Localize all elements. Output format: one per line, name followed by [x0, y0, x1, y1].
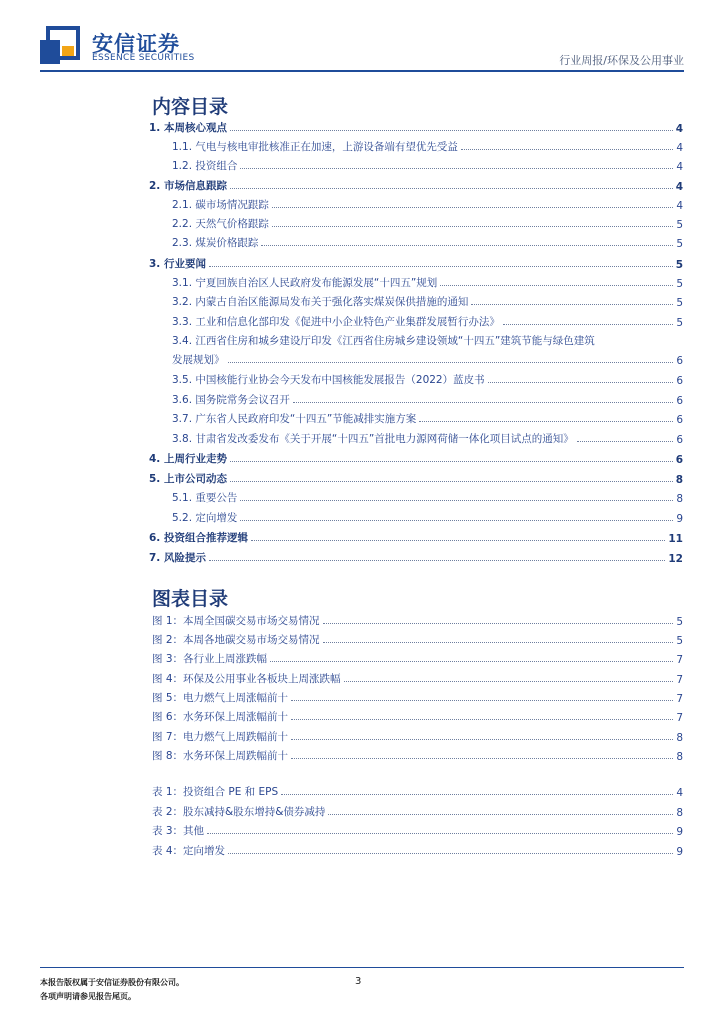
figure-entry[interactable]: 图 5：电力燃气上周涨幅前十 7: [152, 692, 683, 705]
figure-entry[interactable]: 图 1：本周全国碳交易市场交易情况 5: [152, 615, 683, 628]
figure-entry[interactable]: 图 3：各行业上周涨跌幅 7: [152, 653, 683, 666]
table-entry[interactable]: 表 4：定向增发 9: [152, 845, 683, 858]
table-entry[interactable]: 表 3：其他 9: [152, 825, 683, 838]
report-type: 行业周报/环保及公用事业: [559, 54, 684, 67]
toc-entry[interactable]: 2. 市场信息跟踪 4: [149, 180, 683, 193]
figure-entry[interactable]: 图 7：电力燃气上周跌幅前十 8: [152, 731, 683, 744]
toc-entry[interactable]: 3.7. 广东省人民政府印发“十四五”节能减排实施方案 6: [172, 413, 683, 426]
toc-entry[interactable]: 5.1. 重要公告 8: [172, 492, 683, 505]
toc-entry[interactable]: 5.2. 定向增发 9: [172, 512, 683, 525]
toc-entry[interactable]: 发展规划》 6: [172, 354, 683, 367]
figure-entry[interactable]: 图 6：水务环保上周涨幅前十 7: [152, 711, 683, 724]
toc-entry[interactable]: 1.2. 投资组合 4: [172, 160, 683, 173]
footer-notice: [40, 976, 184, 1004]
toc-entry[interactable]: 2.1. 碳市场情况跟踪 4: [172, 199, 683, 212]
figure-entry[interactable]: 图 4：环保及公用事业各板块上周涨跌幅 7: [152, 673, 683, 686]
brand-name-en: ESSENCE SECURITIES: [92, 53, 195, 63]
footer-divider: [40, 967, 684, 968]
toc-entry[interactable]: 3.6. 国务院常务会议召开 6: [172, 394, 683, 407]
toc-entry[interactable]: 3. 行业要闻 5: [149, 258, 683, 271]
toc-entry[interactable]: 7. 风险提示 12: [149, 552, 683, 565]
table-entry[interactable]: 表 1：投资组合 PE 和 EPS 4: [152, 786, 683, 799]
header-divider: [40, 70, 684, 72]
figure-entry[interactable]: 图 2：本周各地碳交易市场交易情况 5: [152, 634, 683, 647]
company-logo: [38, 26, 82, 66]
table-entry[interactable]: 表 2：股东减持&股东增持&债券减持 8: [152, 806, 683, 819]
toc-entry[interactable]: 5. 上市公司动态 8: [149, 473, 683, 486]
toc-title: 内容目录: [152, 96, 229, 118]
toc-entry[interactable]: 2.2. 天然气价格跟踪 5: [172, 218, 683, 231]
toc-entry[interactable]: 3.8. 甘肃省发改委发布《关于开展“十四五”首批电力源网荷储一体化项目试点的通知》 6: [172, 433, 683, 446]
toc-entry[interactable]: 4. 上周行业走势 6: [149, 453, 683, 466]
toc-entry-line1[interactable]: 3.4. 江西省住房和城乡建设厅印发《江西省住房城乡建设领域“十四五”建筑节能与绿色建筑: [172, 335, 595, 347]
toc-entry[interactable]: 2.3. 煤炭价格跟踪 5: [172, 237, 683, 250]
toc-entry[interactable]: 3.5. 中国核能行业协会今天发布中国核能发展报告（2022）蓝皮书 6: [172, 374, 683, 387]
brand-name-cn: 安信证券: [92, 32, 180, 56]
toc-entry[interactable]: 3.2. 内蒙古自治区能源局发布关于强化落实煤炭保供措施的通知 5: [172, 296, 683, 309]
figure-entry[interactable]: 图 8：水务环保上周跌幅前十 8: [152, 750, 683, 763]
toc-entry[interactable]: 1. 本周核心观点 4: [149, 122, 683, 135]
toc-entry[interactable]: 1.1. 气电与核电审批核准正在加速，上游设备端有望优先受益 4: [172, 141, 683, 154]
disclaimer-text: 各项声明请参见报告尾页。: [40, 992, 136, 1001]
toc-entry[interactable]: 3.1. 宁夏回族自治区人民政府发布能源发展“十四五”规划 5: [172, 277, 683, 290]
page-number: 3: [355, 976, 362, 987]
figures-title: 图表目录: [152, 588, 229, 610]
toc-entry[interactable]: 3.3. 工业和信息化部印发《促进中小企业特色产业集群发展暂行办法》 5: [172, 316, 683, 329]
toc-entry[interactable]: 6. 投资组合推荐逻辑 11: [149, 532, 683, 545]
copyright-text: 本报告版权属于安信证券股份有限公司。: [40, 978, 184, 987]
page-header: [0, 0, 724, 80]
